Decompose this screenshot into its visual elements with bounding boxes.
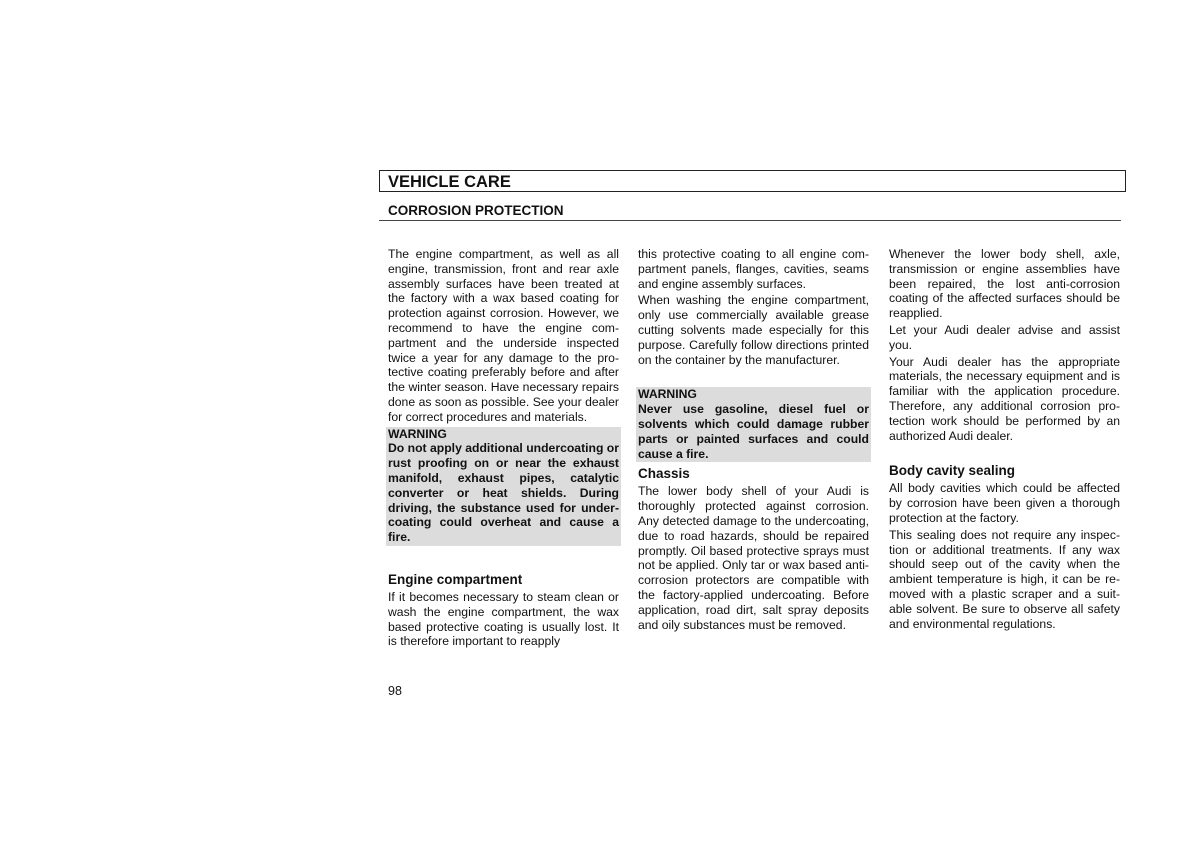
intro-paragraph: The engine compartment, as well as all engine, transmission, front and rear axle assembly surfaces have been treated at the factory with a wax based coating for protection against corrosion. However, we recommend to have the engine compartment and the underside inspected twice a year for any damage to the protective coating preferably before and after the winter season. Have necessary repairs done as soon as possible. See your dealer for correct procedures and materials. bbox=[388, 247, 619, 424]
dealer-advise-paragraph: Let your Audi dealer advise and assist you. bbox=[889, 322, 1120, 352]
column-3 bbox=[889, 247, 1120, 633]
engine-compartment-heading: Engine compartment bbox=[388, 571, 523, 587]
warning-label: WARNING bbox=[388, 426, 447, 441]
warning-label: WARNING bbox=[638, 387, 697, 402]
warning-text: Do not apply additional undercoating or rust proofing on or near the exhaust manifold, exhaust pipes, catalytic converter or heat shields. During driving, the substance used for undercoating could overheat and cause a fire. bbox=[388, 441, 619, 545]
repair-paragraph: Whenever the lower body shell, axle, transmission or engine assemblies have been repaired, the lost anti-corrosion coating of the affected surfaces should be reapplied. bbox=[889, 247, 1120, 321]
column-2 bbox=[638, 247, 869, 634]
page-number: 98 bbox=[388, 684, 402, 698]
body-cavity-text-2: This sealing does not require any inspection or additional treatments. If any wax should seep out of the cavity when the ambient temperature is high, it can be removed with a plastic scraper and a suitable solvent. Be sure to observe all safety and environmental regulations. bbox=[889, 527, 1120, 631]
dealer-equipment-paragraph: Your Audi dealer has the appropriate materials, the necessary equipment and is familiar with the application procedure. Therefore, any additional corrosion protection work should be performed by an authorized Audi dealer. bbox=[889, 354, 1120, 443]
body-cavity-text-1: All body cavities which could be affected by corrosion have been given a thorough protection at the factory. bbox=[889, 481, 1120, 525]
warning-text: Never use gasoline, diesel fuel or solvents which could damage rubber parts or painted surfaces and could cause a fire. bbox=[638, 402, 869, 461]
reapply-paragraph: this protective coating to all engine compartment panels, flanges, cavities, seams and engine assembly surfaces. bbox=[638, 247, 869, 291]
chapter-title: VEHICLE CARE bbox=[388, 173, 511, 191]
body-cavity-heading: Body cavity sealing bbox=[889, 463, 1016, 479]
section-divider bbox=[379, 220, 1121, 221]
chapter-header bbox=[379, 170, 1126, 192]
engine-compartment-text: If it becomes necessary to steam clean or wash the engine compartment, the wax based protective coating is usually lost. It is therefore important to reapply bbox=[388, 589, 619, 649]
chassis-heading: Chassis bbox=[638, 466, 690, 482]
warning-box-solvents bbox=[636, 387, 871, 462]
washing-paragraph: When washing the engine compartment, only use commercially available grease cutting solvents made especially for this purpose. Carefully follow directions printed on the container by the manufacturer. bbox=[638, 293, 869, 367]
section-title: CORROSION PROTECTION bbox=[388, 203, 564, 218]
warning-box-undercoating bbox=[386, 427, 621, 546]
chassis-text: The lower body shell of your Audi is thoroughly protected against corrosion. Any detected damage to the undercoating, due to road hazards, should be repaired promptly. Oil based protective sprays must not be applied. Only tar or wax based anti-corrosion protectors are compatible with the factory-applied undercoating. Before application, road dirt, salt spray deposits and oily substances must be removed. bbox=[638, 484, 869, 632]
column-1 bbox=[388, 247, 619, 651]
